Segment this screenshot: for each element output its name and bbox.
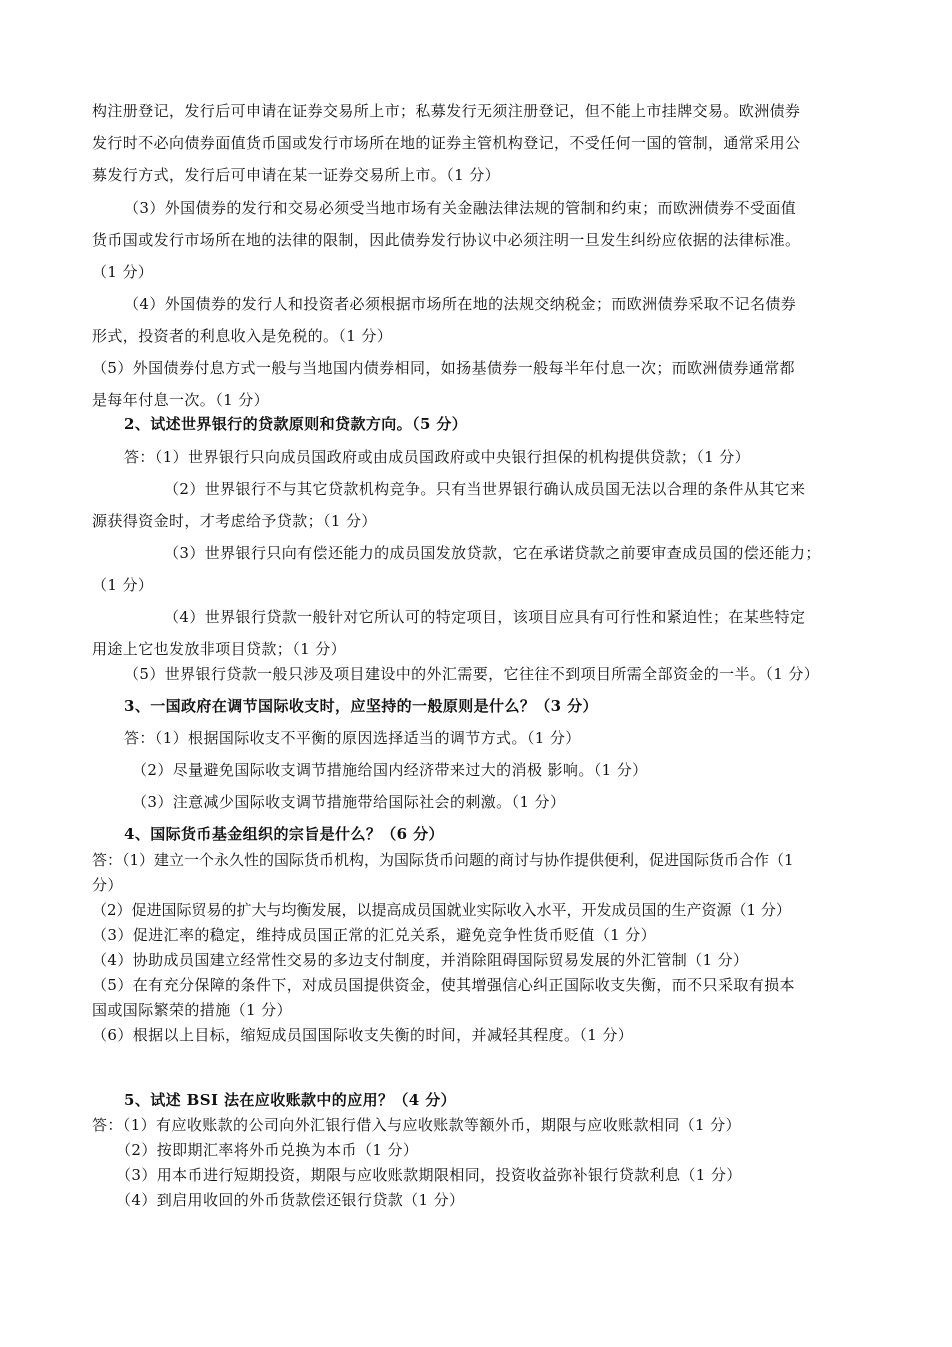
- answer-line: （2）按即期汇率将外币兑换为本币（1 分）: [116, 1141, 419, 1159]
- answer-line: （6）根据以上目标，缩短成员国国际收支失衡的时间，并减轻其程度。（1 分）: [92, 1026, 634, 1044]
- answer-line: （2）促进国际贸易的扩大与均衡发展，以提高成员国就业实际收入水平，开发成员国的生产资源（1 分）: [92, 901, 791, 919]
- answer-line: 用途上它也发放非项目贷款；（1 分）: [92, 640, 347, 658]
- question-heading: 4、国际货币基金组织的宗旨是什么？（6 分）: [124, 825, 444, 843]
- answer-line: （5）世界银行贷款一般只涉及项目建设中的外汇需要，它往往不到项目所需全部资金的一半。（1 分）: [124, 665, 820, 683]
- question-heading: 5、试述 BSI 法在应收账款中的应用？（4 分）: [124, 1091, 457, 1109]
- answer-line: 答：（1）建立一个永久性的国际货币机构，为国际货币问题的商讨与协作提供便利，促进国际货币合作（1: [92, 851, 794, 869]
- paragraph-line: 货币国或发行市场所在地的法律的限制，因此债券发行协议中必须注明一旦发生纠纷应依据的法律标准。: [92, 231, 801, 249]
- paragraph-line: 发行时不必向债券面值货币国或发行市场所在地的证券主管机构登记，不受任何一国的管制，通常采用公: [92, 134, 801, 152]
- paragraph-line: 募发行方式，发行后可申请在某一证券交易所上市。（1 分）: [92, 166, 501, 184]
- answer-line: （3）促进汇率的稳定，维持成员国正常的汇兑关系，避免竞争性货币贬值（1 分）: [92, 926, 657, 944]
- paragraph-line: （3）外国债券的发行和交易必须受当地市场有关金融法律法规的管制和约束；而欧洲债券不受面值: [124, 199, 797, 217]
- question-heading: 3、一国政府在调节国际收支时，应坚持的一般原则是什么？（3 分）: [124, 697, 598, 715]
- answer-line: （1 分）: [92, 576, 154, 594]
- answer-line: 答：（1）世界银行只向成员国政府或由成员国政府或中央银行担保的机构提供贷款；（1 分）: [124, 448, 751, 466]
- answer-line: 分）: [92, 876, 123, 894]
- paragraph-line: （5）外国债券付息方式一般与当地国内债券相同，如扬基债券一般每半年付息一次；而欧洲债券通常都: [92, 359, 795, 377]
- answer-line: （3）注意减少国际收支调节措施带给国际社会的刺激。（1 分）: [132, 793, 566, 811]
- answer-line: （4）世界银行贷款一般针对它所认可的特定项目，该项目应具有可行性和紧迫性；在某些特定: [164, 608, 806, 626]
- paragraph-line: 是每年付息一次。（1 分）: [92, 391, 270, 409]
- answer-line: 答：（1）根据国际收支不平衡的原因选择适当的调节方式。（1 分）: [124, 729, 581, 747]
- paragraph-line: 形式，投资者的利息收入是免税的。（1 分）: [92, 327, 393, 345]
- answer-line: （2）尽量避免国际收支调节措施给国内经济带来过大的消极 影响。（1 分）: [132, 761, 648, 779]
- paragraph-line: （1 分）: [92, 263, 154, 281]
- answer-line: 国或国际繁荣的措施（1 分）: [92, 1001, 292, 1019]
- paragraph-line: （4）外国债券的发行人和投资者必须根据市场所在地的法规交纳税金；而欧洲债券采取不记名债券: [124, 295, 797, 313]
- answer-line: 源获得资金时，才考虑给予贷款；（1 分）: [92, 512, 377, 530]
- answer-line: （3）世界银行只向有偿还能力的成员国发放贷款，它在承诺贷款之前要审查成员国的偿还能力；: [164, 544, 821, 562]
- question-heading: 2、试述世界银行的贷款原则和贷款方向。（5 分）: [124, 415, 468, 433]
- paragraph-line: 构注册登记，发行后可申请在证券交易所上市；私募发行无须注册登记，但不能上市挂牌交易。欧洲债券: [92, 102, 801, 120]
- answer-line: （5）在有充分保障的条件下，对成员国提供资金，使其增强信心纠正国际收支失衡，而不只采取有损本: [92, 976, 795, 994]
- answer-line: （4）到启用收回的外币货款偿还银行贷款（1 分）: [116, 1191, 465, 1209]
- answer-line: （3）用本币进行短期投资，期限与应收账款期限相同，投资收益弥补银行贷款利息（1 分）: [116, 1166, 742, 1184]
- answer-line: （4）协助成员国建立经常性交易的多边支付制度，并消除阻碍国际贸易发展的外汇管制（1 分）: [92, 951, 749, 969]
- answer-line: （2）世界银行不与其它贷款机构竞争。只有当世界银行确认成员国无法以合理的条件从其它来: [164, 480, 806, 498]
- answer-line: 答：（1）有应收账款的公司向外汇银行借入与应收账款等额外币，期限与应收账款相同（1 分）: [92, 1116, 741, 1134]
